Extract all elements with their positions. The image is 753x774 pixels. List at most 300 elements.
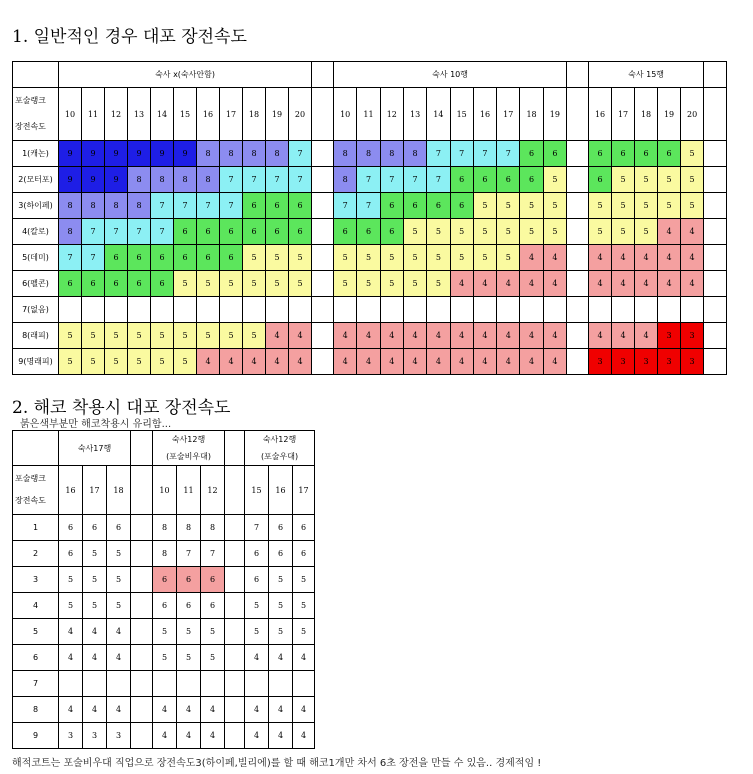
value-cell: 4: [107, 697, 131, 723]
value-cell: [427, 297, 450, 323]
value-cell: 4: [289, 349, 312, 375]
value-cell: 5: [82, 349, 105, 375]
value-cell: 4: [293, 697, 315, 723]
value-cell: [82, 297, 105, 323]
spacer-cell: [567, 193, 589, 219]
col-header: 11: [177, 466, 201, 515]
value-cell: 6: [177, 567, 201, 593]
col-header: 13: [403, 88, 426, 141]
value-cell: 4: [403, 323, 426, 349]
value-cell: 5: [497, 219, 520, 245]
value-cell: 7: [220, 193, 243, 219]
value-cell: 6: [197, 219, 220, 245]
spacer-cell: [567, 323, 589, 349]
value-cell: [380, 297, 403, 323]
spacer-cell: [225, 466, 245, 515]
value-cell: 5: [243, 245, 266, 271]
group-title-line2: (포술우대): [260, 452, 299, 461]
value-cell: 5: [334, 271, 357, 297]
group-title-1: 숙사 x(숙사안함): [59, 62, 312, 88]
table-row: [13, 541, 315, 567]
table-row: [13, 323, 727, 349]
value-cell: 5: [543, 219, 566, 245]
value-cell: 5: [59, 323, 82, 349]
value-cell: 6: [220, 219, 243, 245]
value-cell: 4: [612, 271, 635, 297]
row-label: 1(캐논): [13, 141, 59, 167]
value-cell: 3: [107, 723, 131, 749]
value-cell: [128, 297, 151, 323]
value-cell: 5: [380, 271, 403, 297]
section2-note: 붉은색부분만 해코착용시 유리함...: [20, 419, 172, 430]
value-cell: 7: [128, 219, 151, 245]
spacer-cell: [131, 541, 153, 567]
value-cell: 4: [497, 349, 520, 375]
value-cell: 4: [543, 271, 566, 297]
value-cell: 5: [289, 271, 312, 297]
col-header: 12: [105, 88, 128, 141]
table-row: [13, 619, 315, 645]
value-cell: 4: [59, 619, 83, 645]
value-cell: 7: [450, 141, 473, 167]
value-cell: 3: [635, 349, 658, 375]
rank-label-1: 포술랭크: [15, 474, 46, 483]
table-row: [13, 723, 315, 749]
value-cell: 5: [473, 245, 496, 271]
value-cell: 3: [658, 323, 681, 349]
value-cell: 7: [82, 245, 105, 271]
value-cell: 5: [269, 619, 293, 645]
value-cell: 9: [82, 141, 105, 167]
group-title-line1: 숙사12행: [262, 435, 297, 444]
value-cell: 9: [174, 141, 197, 167]
value-cell: [177, 671, 201, 697]
value-cell: 6: [520, 141, 543, 167]
value-cell: 3: [59, 723, 83, 749]
spacer-cell: [225, 697, 245, 723]
row-label: 4(칼로): [13, 219, 59, 245]
value-cell: 4: [266, 349, 289, 375]
row-label: 7: [13, 671, 59, 697]
value-cell: 8: [82, 193, 105, 219]
value-cell: 5: [403, 271, 426, 297]
value-cell: 8: [128, 193, 151, 219]
value-cell: 7: [403, 167, 426, 193]
spacer-cell: [312, 349, 334, 375]
value-cell: 4: [245, 645, 269, 671]
spacer-cell: [312, 297, 334, 323]
value-cell: 3: [83, 723, 107, 749]
value-cell: 5: [543, 193, 566, 219]
value-cell: 4: [357, 349, 380, 375]
header-row-groups: [13, 62, 727, 88]
col-header: 16: [473, 88, 496, 141]
value-cell: [107, 671, 131, 697]
value-cell: 5: [266, 245, 289, 271]
value-cell: 8: [357, 141, 380, 167]
value-cell: 6: [293, 541, 315, 567]
value-cell: 5: [174, 271, 197, 297]
spacer-cell: [131, 466, 153, 515]
value-cell: 8: [243, 141, 266, 167]
value-cell: [105, 297, 128, 323]
value-cell: 4: [380, 349, 403, 375]
value-cell: 4: [153, 697, 177, 723]
value-cell: 4: [543, 349, 566, 375]
spacer-cell: [567, 167, 589, 193]
value-cell: [357, 297, 380, 323]
value-cell: 5: [681, 141, 704, 167]
row-label: 1: [13, 515, 59, 541]
col-header: 17: [293, 466, 315, 515]
value-cell: 4: [334, 349, 357, 375]
value-cell: 6: [128, 245, 151, 271]
value-cell: 7: [357, 193, 380, 219]
value-cell: [450, 297, 473, 323]
value-cell: 4: [658, 271, 681, 297]
value-cell: 4: [293, 645, 315, 671]
value-cell: 4: [635, 271, 658, 297]
value-cell: 4: [177, 697, 201, 723]
value-cell: 6: [107, 515, 131, 541]
value-cell: 8: [380, 141, 403, 167]
value-cell: 4: [450, 349, 473, 375]
table-row: [13, 219, 727, 245]
value-cell: 5: [83, 541, 107, 567]
value-cell: [266, 297, 289, 323]
value-cell: 8: [174, 167, 197, 193]
spacer-cell: [131, 697, 153, 723]
corner-cell: [13, 431, 59, 466]
value-cell: 7: [427, 141, 450, 167]
group-title-1: [59, 431, 131, 466]
spacer-cell: [312, 167, 334, 193]
value-cell: 7: [357, 167, 380, 193]
value-cell: 5: [105, 349, 128, 375]
row-label: 3(하이페): [13, 193, 59, 219]
value-cell: 8: [59, 193, 82, 219]
value-cell: 4: [520, 271, 543, 297]
value-cell: 7: [201, 541, 225, 567]
value-cell: 8: [403, 141, 426, 167]
value-cell: 5: [245, 619, 269, 645]
spacer-cell: [312, 245, 334, 271]
value-cell: 5: [59, 567, 83, 593]
col-header: 12: [201, 466, 225, 515]
row-label: 9(명래피): [13, 349, 59, 375]
value-cell: 6: [105, 271, 128, 297]
value-cell: 9: [59, 141, 82, 167]
spacer-cell: [567, 349, 589, 375]
value-cell: 6: [220, 245, 243, 271]
value-cell: 6: [289, 219, 312, 245]
value-cell: [293, 671, 315, 697]
value-cell: 7: [380, 167, 403, 193]
row-label: 9: [13, 723, 59, 749]
value-cell: 8: [334, 167, 357, 193]
value-cell: 4: [269, 723, 293, 749]
value-cell: 6: [245, 541, 269, 567]
value-cell: 6: [589, 167, 612, 193]
value-cell: 6: [289, 193, 312, 219]
value-cell: 5: [681, 167, 704, 193]
value-cell: 5: [59, 593, 83, 619]
value-cell: 5: [427, 219, 450, 245]
value-cell: 4: [59, 645, 83, 671]
table-row: [13, 671, 315, 697]
value-cell: 7: [82, 219, 105, 245]
col-header: 11: [357, 88, 380, 141]
value-cell: 4: [497, 323, 520, 349]
col-header: 19: [266, 88, 289, 141]
value-cell: [269, 671, 293, 697]
value-cell: 4: [83, 619, 107, 645]
row-label: 5: [13, 619, 59, 645]
value-cell: 8: [197, 167, 220, 193]
rank-label: [13, 466, 59, 515]
value-cell: 4: [681, 245, 704, 271]
value-cell: [151, 297, 174, 323]
col-header: 20: [289, 88, 312, 141]
value-cell: 5: [334, 245, 357, 271]
value-cell: 5: [220, 271, 243, 297]
value-cell: 5: [153, 619, 177, 645]
value-cell: 6: [201, 593, 225, 619]
col-header: 10: [59, 88, 82, 141]
value-cell: 8: [153, 541, 177, 567]
value-cell: 4: [612, 245, 635, 271]
value-cell: 5: [83, 567, 107, 593]
value-cell: [59, 671, 83, 697]
value-cell: 4: [473, 323, 496, 349]
value-cell: [83, 671, 107, 697]
rank-label-1: 포술랭크: [15, 96, 46, 105]
value-cell: 4: [589, 323, 612, 349]
value-cell: 4: [520, 323, 543, 349]
value-cell: 8: [105, 193, 128, 219]
value-cell: 9: [59, 167, 82, 193]
value-cell: 6: [243, 219, 266, 245]
value-cell: 5: [658, 193, 681, 219]
spacer-cell: [225, 541, 245, 567]
value-cell: 8: [59, 219, 82, 245]
spacer-cell: [567, 297, 589, 323]
col-header: 13: [128, 88, 151, 141]
group-title-2: 숙사 10행: [334, 62, 567, 88]
value-cell: 6: [380, 219, 403, 245]
spacer-cell: [567, 245, 589, 271]
spacer-cell: [704, 323, 727, 349]
col-header: 17: [612, 88, 635, 141]
value-cell: 6: [197, 245, 220, 271]
value-cell: 5: [197, 323, 220, 349]
value-cell: 8: [201, 515, 225, 541]
value-cell: 6: [520, 167, 543, 193]
col-header: 18: [520, 88, 543, 141]
value-cell: [520, 297, 543, 323]
col-header: 17: [83, 466, 107, 515]
value-cell: 5: [107, 593, 131, 619]
value-cell: 3: [658, 349, 681, 375]
header-row-groups: [13, 431, 315, 466]
spacer-cell: [131, 619, 153, 645]
value-cell: 8: [220, 141, 243, 167]
value-cell: 6: [497, 167, 520, 193]
table-row: [13, 297, 727, 323]
row-label: 2(모터포): [13, 167, 59, 193]
col-header: 19: [543, 88, 566, 141]
col-header: 10: [153, 466, 177, 515]
value-cell: 3: [681, 323, 704, 349]
row-label: 8: [13, 697, 59, 723]
group-title-line1: 숙사12행: [171, 435, 206, 444]
value-cell: 6: [59, 271, 82, 297]
value-cell: [334, 297, 357, 323]
value-cell: 4: [612, 323, 635, 349]
table-row: [13, 349, 727, 375]
value-cell: 4: [243, 349, 266, 375]
spacer-cell: [131, 515, 153, 541]
rank-label-2: 장전속도: [15, 122, 46, 131]
value-cell: 6: [153, 567, 177, 593]
group-title-3: [245, 431, 315, 466]
value-cell: 4: [473, 349, 496, 375]
value-cell: 4: [450, 323, 473, 349]
value-cell: 4: [293, 723, 315, 749]
value-cell: 4: [635, 245, 658, 271]
value-cell: 5: [450, 245, 473, 271]
col-header: 18: [243, 88, 266, 141]
value-cell: 4: [473, 271, 496, 297]
spacer-cell: [131, 723, 153, 749]
value-cell: 4: [201, 723, 225, 749]
value-cell: 5: [243, 323, 266, 349]
value-cell: 8: [153, 515, 177, 541]
value-cell: 9: [151, 141, 174, 167]
value-cell: 4: [269, 697, 293, 723]
value-cell: 7: [334, 193, 357, 219]
value-cell: 5: [197, 271, 220, 297]
value-cell: 7: [266, 167, 289, 193]
value-cell: 5: [289, 245, 312, 271]
value-cell: [681, 297, 704, 323]
row-label: 8(래피): [13, 323, 59, 349]
value-cell: [201, 671, 225, 697]
value-cell: 5: [201, 619, 225, 645]
value-cell: 4: [589, 271, 612, 297]
spacer-cell: [312, 193, 334, 219]
col-header: 16: [197, 88, 220, 141]
value-cell: 5: [403, 245, 426, 271]
value-cell: 5: [497, 245, 520, 271]
value-cell: 8: [177, 515, 201, 541]
value-cell: 6: [128, 271, 151, 297]
value-cell: 6: [450, 167, 473, 193]
spacer-cell: [131, 645, 153, 671]
value-cell: 5: [473, 219, 496, 245]
value-cell: 4: [83, 645, 107, 671]
col-header: 18: [107, 466, 131, 515]
value-cell: 5: [497, 193, 520, 219]
col-header: 16: [269, 466, 293, 515]
value-cell: 6: [151, 271, 174, 297]
value-cell: 5: [151, 323, 174, 349]
header-row-cols: [13, 466, 315, 515]
spacer-cell: [567, 271, 589, 297]
value-cell: 6: [589, 141, 612, 167]
spacer-cell: [312, 219, 334, 245]
row-label: 2: [13, 541, 59, 567]
table-row: [13, 645, 315, 671]
value-cell: 5: [245, 593, 269, 619]
rank-label: [13, 88, 59, 141]
value-cell: 4: [681, 219, 704, 245]
value-cell: 5: [128, 349, 151, 375]
col-header: 20: [681, 88, 704, 141]
value-cell: [59, 297, 82, 323]
section1-table: [12, 61, 727, 375]
value-cell: 4: [357, 323, 380, 349]
row-label: 7(없음): [13, 297, 59, 323]
value-cell: 5: [427, 245, 450, 271]
spacer-cell: [225, 645, 245, 671]
table-row: [13, 141, 727, 167]
value-cell: 5: [635, 193, 658, 219]
value-cell: 5: [612, 193, 635, 219]
value-cell: 4: [380, 323, 403, 349]
value-cell: 4: [266, 323, 289, 349]
spacer-cell: [704, 141, 727, 167]
spacer-cell: [704, 297, 727, 323]
spacer-cell: [225, 567, 245, 593]
value-cell: 7: [151, 219, 174, 245]
value-cell: 7: [174, 193, 197, 219]
value-cell: 6: [380, 193, 403, 219]
row-label: 6: [13, 645, 59, 671]
value-cell: 4: [497, 271, 520, 297]
value-cell: 4: [153, 723, 177, 749]
value-cell: 5: [293, 619, 315, 645]
value-cell: 5: [403, 219, 426, 245]
spacer-cell: [704, 88, 727, 141]
spacer-cell: [312, 88, 334, 141]
value-cell: [658, 297, 681, 323]
value-cell: 5: [107, 567, 131, 593]
table-row: [13, 697, 315, 723]
value-cell: 7: [177, 541, 201, 567]
value-cell: 5: [612, 167, 635, 193]
value-cell: 4: [197, 349, 220, 375]
value-cell: 7: [497, 141, 520, 167]
value-cell: 4: [245, 723, 269, 749]
value-cell: 4: [201, 697, 225, 723]
value-cell: 5: [612, 219, 635, 245]
value-cell: 5: [174, 323, 197, 349]
col-header: 15: [245, 466, 269, 515]
value-cell: [197, 297, 220, 323]
row-label: 4: [13, 593, 59, 619]
value-cell: 5: [220, 323, 243, 349]
group-title-line1: 숙사17행: [77, 443, 112, 453]
table-row: [13, 167, 727, 193]
value-cell: 5: [357, 271, 380, 297]
value-cell: 6: [59, 515, 83, 541]
value-cell: 6: [473, 167, 496, 193]
value-cell: 9: [105, 167, 128, 193]
value-cell: 5: [82, 323, 105, 349]
value-cell: 7: [151, 193, 174, 219]
spacer-cell: [312, 323, 334, 349]
